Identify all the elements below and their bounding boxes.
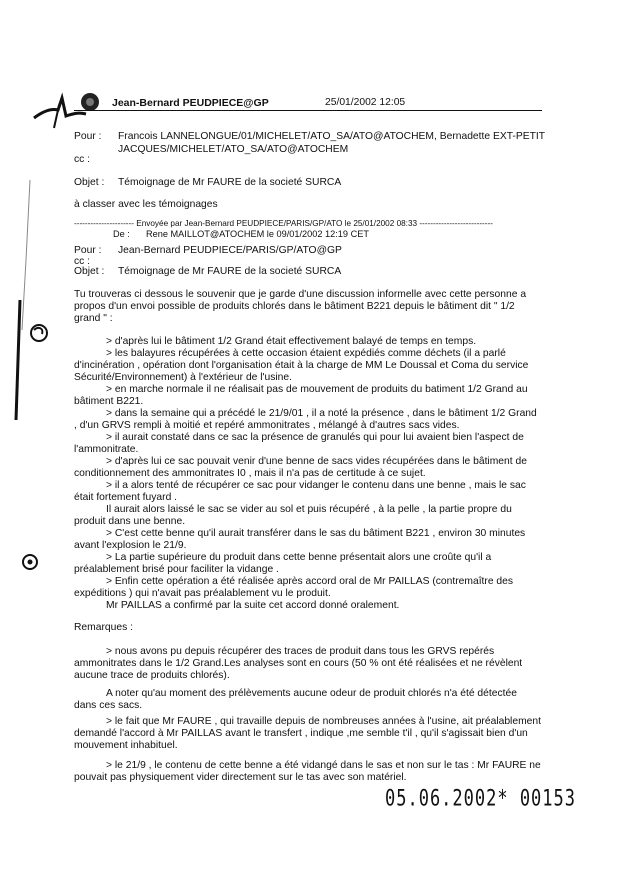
forward-cc-label: cc : — [74, 256, 91, 267]
forward-subject-label: Objet : — [74, 266, 105, 277]
subject-text: Témoignage de Mr FAURE de la societé SURCA — [118, 177, 342, 188]
to-recipients-line1: Francois LANNELONGUE/01/MICHELET/ATO_SA/ATO@ATOCHEM, Bernadette EXT-PETIT — [118, 131, 546, 142]
subject-label: Objet : — [74, 177, 105, 188]
sent-datetime: 25/01/2002 12:05 — [325, 97, 406, 108]
body-item: > Enfin cette opération a été réalisée après accord oral de Mr PAILLAS (contremaître des expéditions ) qui n'avait pas préalablement vu le produit. — [74, 576, 514, 600]
body-intro: Tu trouveras ci dessous le souvenir que je garde d'une discussion informelle avec cette personne a propos d'un envoi possible de produits chlorés dans le bâtiment B221 depuis le bâtiment dit " 1/2 grand " : — [74, 289, 527, 325]
body-item: > il a alors tenté de récupérer ce sac pour vidanger le contenu dans une benne , mais le sac était fortement fuyard . — [74, 480, 526, 504]
filing-note: à classer avec les témoignages — [74, 199, 218, 210]
sender-name: Jean-Bernard PEUDPIECE@GP — [112, 97, 269, 109]
body-item: > les balayures récupérées à cette occasion étaient expédiés comme déchets (il a parlé d'incinération , opération dont l'organisation était à la charge de MM Le Doussal et Coma du service Sécurité/Environnement) à l'extérieur de l'usine. — [74, 348, 529, 384]
archive-stamp: 05.06.2002* 00153 — [385, 786, 576, 812]
forward-from: Rene MAILLOT@ATOCHEM le 09/01/2002 12:19 CET — [146, 229, 369, 239]
remark-item: > nous avons pu depuis récupérer des traces de produit dans tous les GRVS repérés ammonitrates dans le 1/2 Grand.Les analyses sont en cours (50 % ont été réalisées et ne révèlent aucune trace de produits chlorés). — [74, 646, 523, 682]
body-item: > d'après lui le bâtiment 1/2 Grand était effectivement balayé de temps en temps. — [106, 336, 477, 347]
body-item: Mr PAILLAS a confirmé par la suite cet accord donné oralement. — [106, 600, 400, 611]
forward-to-label: Pour : — [74, 245, 102, 256]
to-label: Pour : — [74, 131, 102, 142]
body-item: > il aurait constaté dans ce sac la présence de granulés qui pour lui avaient bien l'aspect de l'ammonitrate. — [74, 432, 524, 456]
body-item: > en marche normale il ne réalisait pas de mouvement de produits du batiment 1/2 Grand au bâtiment B221. — [74, 384, 528, 408]
forward-from-label: De : — [113, 229, 130, 239]
body-item: > C'est cette benne qu'il aurait transférer dans le sas du bâtiment B221 , environ 30 minutes avant l'explosion le 21/9. — [74, 528, 526, 552]
cc-label: cc : — [74, 154, 91, 165]
body-item: > d'après lui ce sac pouvait venir d'une benne de sacs vides récupérées dans le bâtiment de conditionnement des ammonitrates I0 , mais il n'a pas de certitude à ce sujet. — [74, 456, 527, 480]
remark-item: A noter qu'au moment des prélèvements aucune odeur de produit chlorés n'a été détectée dans ces sacs. — [74, 688, 517, 712]
forward-to: Jean-Bernard PEUDPIECE/PARIS/GP/ATO@GP — [118, 245, 342, 256]
to-recipients-line2: JACQUES/MICHELET/ATO_SA/ATO@ATOCHEM — [118, 144, 349, 155]
body-item: > La partie supérieure du produit dans cette benne présentait alors une croûte qu'il a préalablement brisé pour faciliter la vidange . — [74, 552, 492, 576]
body-item: > dans la semaine qui a précédé le 21/9/01 , il a noté la présence , dans le bâtiment 1/2 Grand , d'un GRVS rempli à moitié et repéré ammonitrates , mélangé à d'autres sacs vides. — [74, 408, 537, 432]
header-rule — [74, 110, 542, 111]
punch-hole-icon — [24, 318, 54, 348]
remark-item: > le 21/9 , le contenu de cette benne a été vidangé dans le sas et non sur le tas : Mr FAURE ne pouvait pas physiquement vider directement sur le tas avec son matériel. — [74, 760, 541, 784]
forward-separator: ---------------------- Envoyée par Jean-Bernard PEUDPIECE/PARIS/GP/ATO le 25/01/2002 08:33 --------------------------- — [74, 219, 493, 228]
remark-item: > le fait que Mr FAURE , qui travaille depuis de nombreuses années à l'usine, ait préalablement demandé l'accord à Mr PAILLAS avant le transfert , indique ,me semble t'il , qu'il s'agissait bien d'un mouvement inhabituel. — [74, 716, 541, 752]
forward-subject: Témoignage de Mr FAURE de la societé SURCA — [118, 266, 342, 277]
margin-line-mark — [8, 180, 38, 430]
body-item: Il aurait alors laissé le sac se vider au sol et puis récupéré , à la pelle , la partie propre du produit dans une benne. — [74, 504, 512, 528]
remarks-label: Remarques : — [74, 622, 133, 633]
punch-hole-icon — [18, 550, 42, 574]
